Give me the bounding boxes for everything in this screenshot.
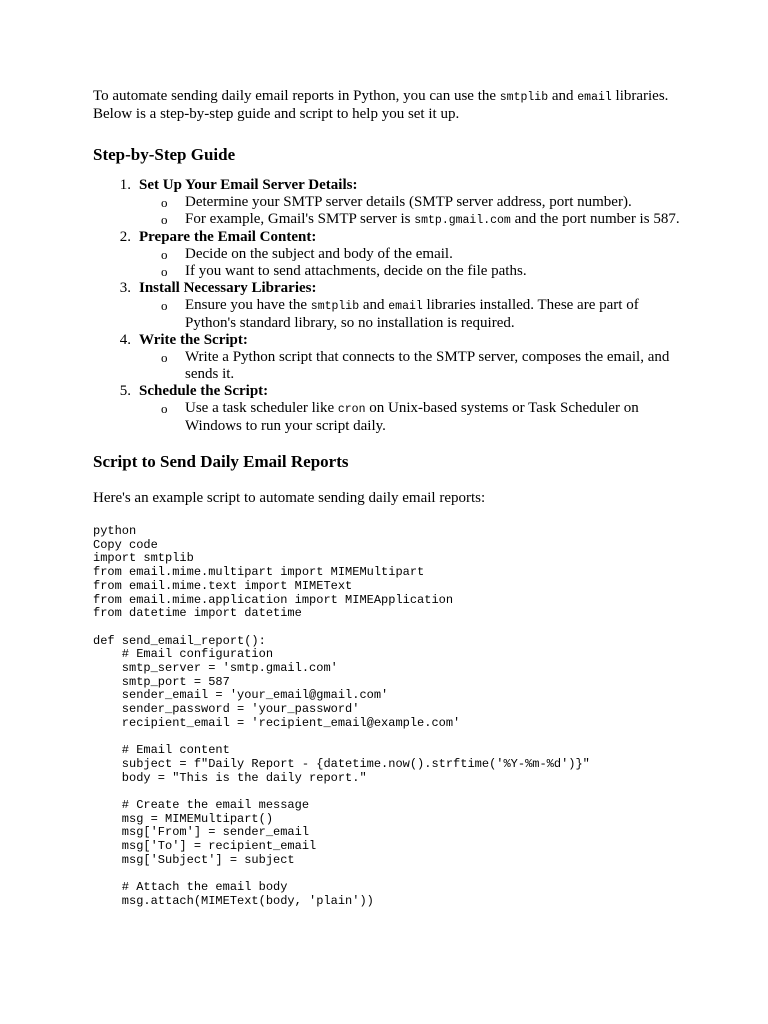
step-subitem	[139, 400, 683, 435]
step-subitem	[139, 194, 683, 211]
intro-text-2: and	[548, 88, 578, 104]
code-line	[93, 621, 683, 635]
code-line: def send_email_report():	[93, 633, 266, 648]
step-sublist	[139, 349, 683, 383]
step-subitem	[139, 263, 683, 280]
code-line: body = "This is the daily report."	[93, 770, 367, 785]
code-line: recipient_email = 'recipient_email@example.com'	[93, 715, 461, 730]
code-line: python	[93, 524, 137, 538]
code-line: subject = f"Daily Report - {datetime.now().strftime('%Y-%m-%d')}"	[93, 756, 590, 771]
step-number: 2.	[119, 229, 131, 245]
subitem-text: on Unix-based systems or Task Scheduler on Windows to run your script daily.	[185, 400, 639, 434]
guide-step	[93, 229, 683, 280]
inline-code: cron	[337, 403, 366, 416]
code-block	[93, 525, 683, 909]
subitem-text: Decide on the subject and body of the email.	[185, 246, 453, 262]
step-subitem	[139, 211, 683, 229]
subitem-text: Write a Python script that connects to the SMTP server, composes the email, and sends it.	[185, 349, 670, 382]
bullet-icon: o	[161, 212, 168, 227]
document-page	[93, 88, 683, 909]
code-line: msg.attach(MIMEText(body, 'plain'))	[93, 893, 374, 908]
inline-code: smtp.gmail.com	[414, 214, 511, 227]
code-line: msg['From'] = sender_email	[93, 825, 310, 840]
code-line: Copy code	[93, 537, 158, 552]
inline-code: email	[388, 300, 423, 313]
step-sublist	[139, 246, 683, 280]
bullet-icon: o	[161, 247, 168, 262]
step-subitem	[139, 297, 683, 332]
step-sublist	[139, 194, 683, 229]
bullet-icon: o	[161, 298, 168, 313]
guide-step	[93, 177, 683, 229]
bullet-icon: o	[161, 264, 168, 279]
step-subitem	[139, 246, 683, 263]
code-line: import smtplib	[93, 551, 194, 566]
code-line	[93, 868, 683, 882]
code-line: smtp_port = 587	[93, 674, 230, 689]
code-line: smtp_server = 'smtp.gmail.com'	[93, 661, 338, 676]
code-line: msg = MIMEMultipart()	[93, 811, 274, 826]
code-line: from email.mime.application import MIMEApplication	[93, 592, 454, 607]
step-title: Install Necessary Libraries:	[139, 280, 317, 296]
step-title: Set Up Your Email Server Details:	[139, 177, 358, 193]
guide-step	[93, 383, 683, 435]
code-line	[93, 785, 683, 799]
bullet-icon: o	[161, 350, 168, 365]
code-line: from email.mime.multipart import MIMEMultipart	[93, 565, 425, 580]
code-line: # Email configuration	[93, 647, 274, 662]
subitem-text: libraries installed. These are part of Python's standard library, so no installation is required.	[185, 297, 639, 331]
code-line: # Email content	[93, 743, 230, 758]
code-line: from email.mime.text import MIMEText	[93, 578, 353, 593]
guide-heading: Step-by-Step Guide	[93, 145, 236, 164]
code-line: from datetime import datetime	[93, 606, 302, 621]
guide-steps-list	[93, 177, 683, 435]
code-line: # Create the email message	[93, 798, 310, 813]
step-number: 1.	[119, 177, 131, 193]
code-line: sender_email = 'your_email@gmail.com'	[93, 688, 389, 703]
step-title: Prepare the Email Content:	[139, 229, 317, 245]
bullet-icon: o	[161, 195, 168, 210]
code-line: msg['To'] = recipient_email	[93, 839, 317, 854]
intro-text-1: To automate sending daily email reports in Python, you can use the	[93, 88, 500, 104]
intro-paragraph	[93, 88, 683, 123]
code-line: sender_password = 'your_password'	[93, 702, 360, 717]
code-line	[93, 731, 683, 745]
subitem-text: Ensure you have the	[185, 297, 311, 313]
step-number: 4.	[119, 332, 131, 348]
script-lead: Here's an example script to automate sending daily email reports:	[93, 490, 486, 506]
subitem-text: Use a task scheduler like	[185, 400, 338, 416]
step-subitem	[139, 349, 683, 383]
step-sublist	[139, 297, 683, 332]
step-number: 5.	[119, 383, 131, 399]
intro-code-smtplib: smtplib	[499, 91, 549, 104]
subitem-text: and the port number is 587.	[510, 211, 680, 227]
step-title: Schedule the Script:	[139, 383, 269, 399]
guide-step	[93, 332, 683, 383]
bullet-icon: o	[161, 401, 168, 416]
subitem-text: Determine your SMTP server details (SMTP server address, port number).	[185, 194, 632, 210]
intro-code-email: email	[577, 91, 612, 104]
subitem-text: If you want to send attachments, decide on the file paths.	[185, 263, 527, 279]
step-number: 3.	[119, 280, 131, 296]
code-line: msg['Subject'] = subject	[93, 852, 295, 867]
step-sublist	[139, 400, 683, 435]
subitem-text: For example, Gmail's SMTP server is	[185, 211, 415, 227]
inline-code: smtplib	[310, 300, 360, 313]
code-line: # Attach the email body	[93, 880, 288, 895]
script-heading: Script to Send Daily Email Reports	[93, 452, 349, 471]
intro-text-3: libraries. Below is a step-by-step guide and script to help you set it up.	[93, 88, 669, 122]
step-title: Write the Script:	[139, 332, 248, 348]
guide-step	[93, 280, 683, 332]
subitem-text: and	[359, 297, 389, 313]
